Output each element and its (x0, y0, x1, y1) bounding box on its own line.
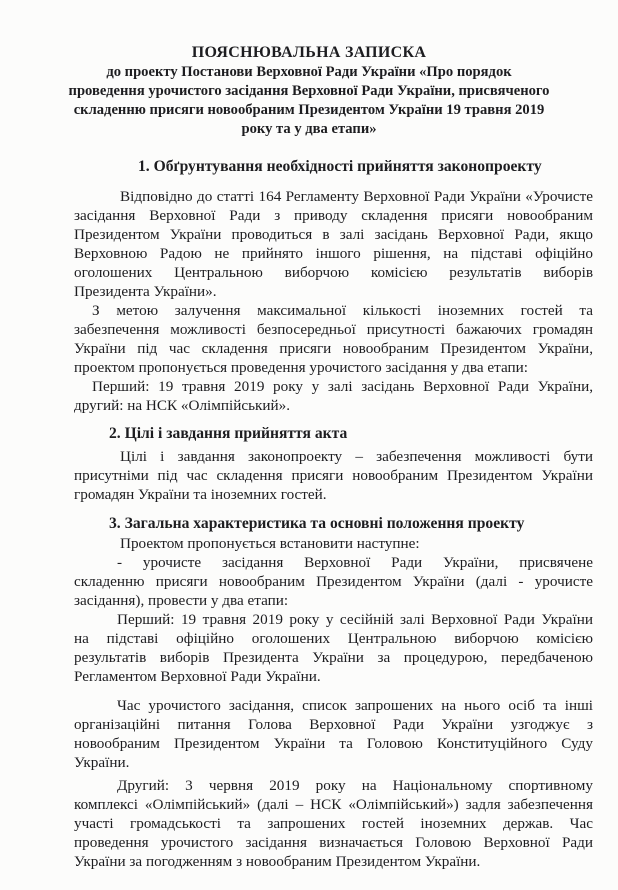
paragraph-line: комплексі «Олімпійський» (далі – НСК «Олімпійський») задля забезпечення (74, 796, 593, 813)
paragraph-line: присутніми під час складення присяги новообраним Президентом України (74, 467, 593, 484)
paragraph-line: проведення урочистого засідання визначається Головою Верховної Ради (74, 834, 593, 851)
paragraph-line: Президента України». (74, 283, 217, 300)
document-title: ПОЯСНЮВАЛЬНА ЗАПИСКА (191, 44, 427, 61)
paragraph-line: Відповідно до статті 164 Регламенту Верховної Ради України «Урочисте (120, 188, 593, 205)
paragraph-line: Перший: 19 травня 2019 року у залі засідань Верховної Ради України, (92, 378, 593, 395)
paragraph-line: участі громадськості та запрошених гостей іноземних держав. Час (74, 815, 593, 832)
paragraph-line: громадян України та іноземних гостей. (74, 486, 327, 503)
paragraph-line: проектом пропонується проведення урочистого засідання у два етапи: (74, 359, 528, 376)
paragraph-line: Президентом України проводиться в залі засідань Верховної Ради, якщо (74, 226, 593, 243)
paragraph-line: складенню присяги новообраним Президентом України (далі - урочисте (74, 573, 593, 590)
paragraph-line: З метою залучення максимальної кількості іноземних гостей та (92, 302, 593, 319)
section-3-heading: 3. Загальна характеристика та основні положення проекту (109, 515, 525, 532)
paragraph-line: засідання Верховної Ради з приводу складення присяги новообраним (74, 207, 593, 224)
paragraph-line: другий: на НСК «Олімпійський». (74, 397, 291, 414)
paragraph-line: Час урочистого засідання, список запрошених на нього осіб та інші (117, 697, 593, 714)
paragraph-line: організаційні питання Голова Верховної Ради України узгоджує з (74, 716, 593, 733)
paragraph-line: України під час складення присяги новообраним Президентом України, (74, 340, 593, 357)
paragraph-line: Другий: 3 червня 2019 року на Національному спортивному (117, 777, 593, 794)
paragraph-line: новообраним Президентом України та Головою Конституційного Суду (74, 735, 593, 752)
paragraph-line: забезпечення можливості безпосередньої присутності бажаючих громадян (74, 321, 593, 338)
paragraph-line: Цілі і завдання законопроекту – забезпечення можливості бути (120, 448, 593, 465)
subtitle-line: до проекту Постанови Верховної Ради України «Про порядок (106, 64, 512, 80)
section-1-heading: 1. Обґрунтування необхідності прийняття законопроекту (138, 158, 542, 175)
section-2-heading: 2. Цілі і завдання прийняття акта (109, 425, 348, 442)
paragraph-line: оголошених Центральною виборчою комісією результатів виборів (74, 264, 593, 281)
paragraph-line: Перший: 19 травня 2019 року у сесійній залі Верховної Ради України (117, 611, 593, 628)
paragraph-line: на підставі офіційно оголошених Центральною виборчою комісією (74, 630, 593, 647)
subtitle-line: року та у два етапи» (241, 121, 377, 137)
subtitle-line: проведення урочистого засідання Верховної Ради України, присвяченого (68, 83, 550, 99)
paragraph-line: результатів виборів Президента України за процедурою, передбаченою (74, 649, 593, 666)
paragraph-line: Регламентом Верховної Ради України. (74, 668, 321, 685)
paragraph-line: - урочисте засідання Верховної Ради України, присвячене (117, 554, 593, 571)
paragraph-line: України за погодженням з новообраним Президентом України. (74, 853, 481, 870)
paragraph-line: Верховною Радою не прийнято іншого рішення, на підставі офіційно (74, 245, 593, 262)
paragraph-line: засідання), провести у два етапи: (74, 592, 289, 609)
subtitle-line: складенню присяги новообраним Президентом України 19 травня 2019 (73, 102, 545, 118)
paragraph-line: Проектом пропонується встановити наступне: (120, 535, 420, 552)
paragraph-line: України. (74, 754, 130, 771)
